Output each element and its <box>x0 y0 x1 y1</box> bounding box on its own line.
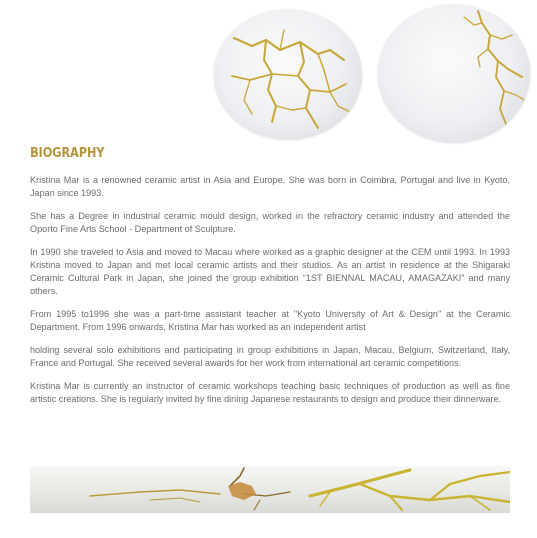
bio-paragraph: Kristina Mar is currently an instructor of ceramic workshops teaching basic techniques of production as well as fine artistic creations. She is regularly invited by fine dining Japanese restaurants to design and produce their dinnerware. <box>30 381 510 404</box>
bio-paragraph: Kristina Mar is a renowned ceramic artist in Asia and Europe. She was born in Coimbra, Portugal and live in Kyoto, Japan since 1993. <box>30 175 510 198</box>
bio-paragraph: She has a Degree in industrial ceramic mould design, worked in the refractory ceramic industry and attended the Oporto Fine Arts School - Department of Sculpture. <box>30 211 510 234</box>
kintsugi-plate-image-left <box>214 10 362 140</box>
plates-photo-row <box>0 0 537 140</box>
kintsugi-plate-image-right <box>378 5 530 143</box>
section-heading-biography: BIOGRAPHY <box>30 146 105 161</box>
bio-paragraph: In 1990 she traveled to Asia and moved to Macau where worked as a graphic designer at the CEM until 1993. In 1993 Kristina moved to Japan and met local ceramic artists and their studios. As an artist in residence at the Shigaraki Ceramic Cultural Park in Japan, she joined the group exhibition “1ST BIENNAL MACAU, AMAGAZAKI” and many others. <box>30 247 510 296</box>
bio-paragraph: holding several solo exhibitions and participating in group exhibitions in Japan, Macau, Belgium, Switzerland, Italy, France and Portugal. She received several awards for her work from international art ceramic competitions. <box>30 345 510 368</box>
gold-crack-lines <box>378 5 530 143</box>
kintsugi-banner-image <box>30 466 510 513</box>
gold-crack-banner <box>30 466 510 513</box>
biography-text <box>30 174 510 416</box>
bio-paragraph: From 1995 to1996 she was a part-time assistant teacher at "Kyoto University of Art & Design" at the Ceramic Department. From 1996 onwards, Kristina Mar has worked as an independent artist <box>30 309 510 332</box>
gold-crack-lines <box>214 10 362 140</box>
